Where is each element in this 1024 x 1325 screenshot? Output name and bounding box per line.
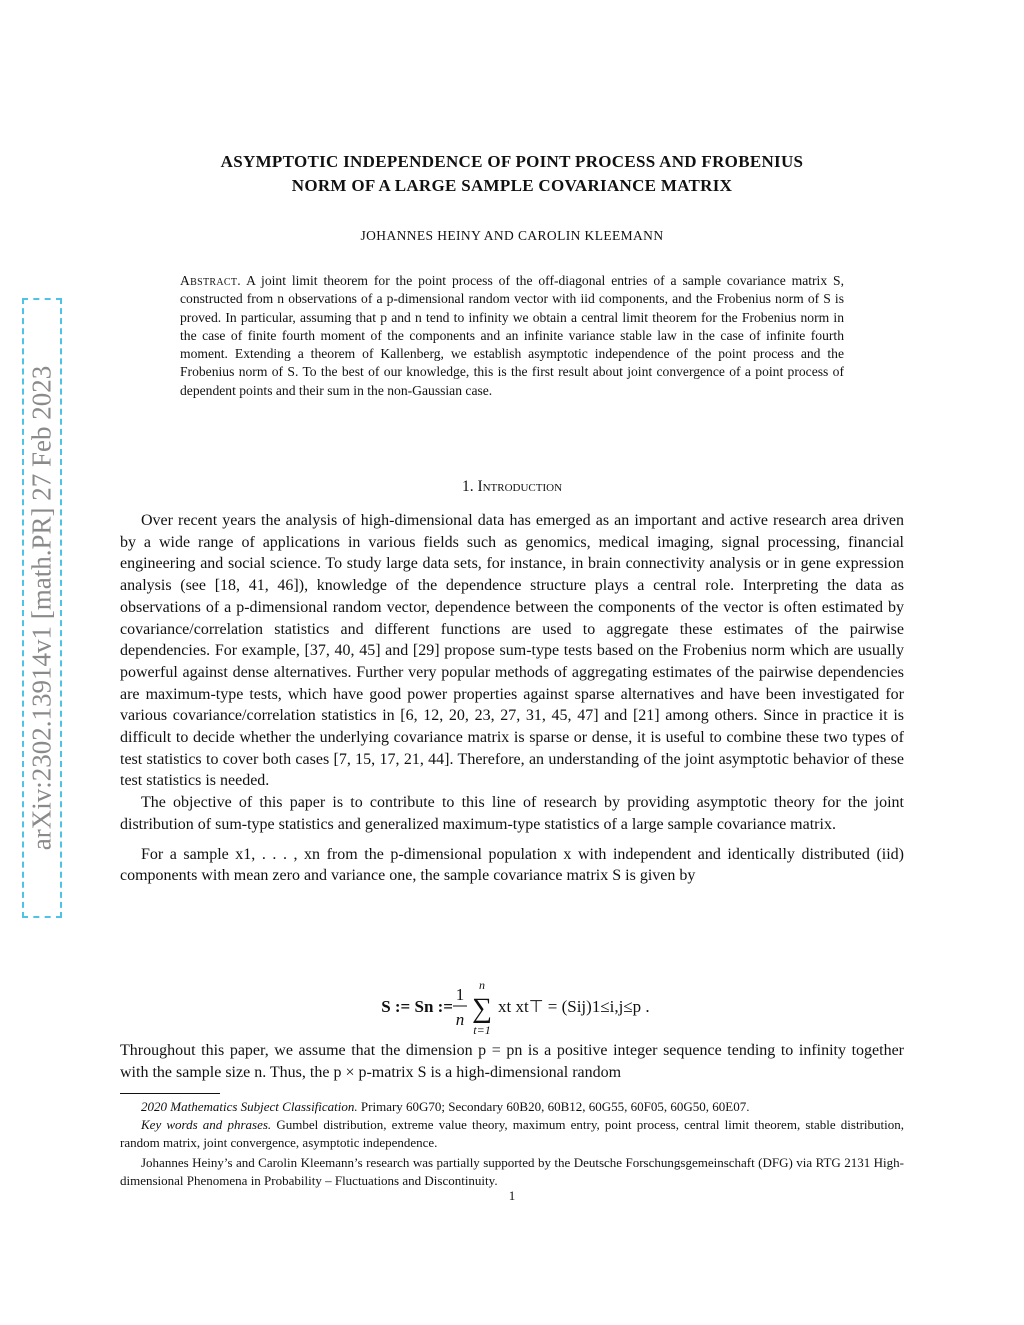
- page-number: 1: [508, 1188, 516, 1203]
- abstract: [180, 272, 844, 400]
- equation-body: xt xt⊤ = (Sij)1≤i,j≤p .: [498, 997, 650, 1016]
- footnote-msc: [120, 1098, 904, 1116]
- footnote-keywords: [120, 1116, 904, 1152]
- paragraph-3: For a sample x1, . . . , xn from the p-dimensional population x with independent and identically distributed (iid) components with mean zero and variance one, the sample covariance matrix S is given by: [120, 845, 904, 885]
- introduction-body: [120, 510, 904, 887]
- footnote-funding: Johannes Heiny’s and Carolin Kleemann’s research was partially supported by the Deutsche Forschungsgemeinschaft (DFG) via RTG 2131 High-dimensional Phenomena in Probability – Fluctuations and Discontinuity.: [120, 1155, 904, 1188]
- msc-text: Primary 60G70; Secondary 60B20, 60B12, 60G55, 60F05, 60G50, 60E07.: [360, 1099, 750, 1114]
- section-number: 1.: [461, 478, 474, 495]
- paragraph-4: Throughout this paper, we assume that the dimension p = pn is a positive integer sequence tending to infinity together with the sample size n. Thus, the p × p-matrix S is a high-dimensional random: [120, 1042, 904, 1081]
- continuation-text: [120, 1040, 904, 1083]
- arxiv-identifier-box: [22, 298, 62, 918]
- sample-covariance-equation: [120, 978, 904, 1038]
- keywords-label: Key words and phrases.: [141, 1117, 272, 1132]
- paper-title: [120, 150, 904, 198]
- sum-upper-limit: n: [479, 978, 485, 992]
- sum-lower-limit: t=1: [473, 1023, 491, 1037]
- abstract-label: Abstract.: [180, 273, 241, 288]
- arxiv-identifier: arXiv:2302.13914v1 [math.PR] 27 Feb 2023: [26, 365, 57, 851]
- footnotes: [120, 1098, 904, 1190]
- section-title: Introduction: [477, 478, 563, 495]
- keywords-text: Gumbel distribution, extreme value theory, maximum entry, point process, central limit theorem, stable distribution, random matrix, joint convergence, asymptotic independence.: [120, 1117, 905, 1150]
- paragraph-2: The objective of this paper is to contribute to this line of research by providing asymptotic theory for the joint distribution of sum-type statistics and generalized maximum-type statistics of a large sample covariance matrix.: [120, 794, 904, 833]
- equation-fraction-denominator: n: [455, 1010, 465, 1029]
- equation-fraction-numerator: 1: [455, 985, 465, 1004]
- abstract-text: A joint limit theorem for the point process of the off-diagonal entries of a sample covariance matrix S, constructed from n observations of a p-dimensional random vector with iid components, and the Frobenius norm of S is proved. In particular, assuming that p and n tend to infinity we obtain a central limit theorem for the Frobenius norm in the case of finite fourth moment of the components and an infinite variance stable law in the case of infinite fourth moment. Extending a theorem of Kallenberg, we establish asymptotic independence of the point process and the Frobenius norm of S. To the best of our knowledge, this is the first result about joint convergence of a point process of dependent points and their sum in the non-Gaussian case.: [180, 273, 844, 398]
- section-heading: [120, 478, 904, 496]
- summation-symbol: ∑: [472, 993, 492, 1024]
- author-list: JOHANNES HEINY AND CAROLIN KLEEMANN: [360, 228, 664, 243]
- title-line-1: ASYMPTOTIC INDEPENDENCE OF POINT PROCESS AND FROBENIUS: [220, 152, 804, 171]
- title-line-2: NORM OF A LARGE SAMPLE COVARIANCE MATRIX: [291, 176, 733, 195]
- paragraph-1: Over recent years the analysis of high-dimensional data has emerged as an important and active research area driven by a wide range of applications in various fields such as genomics, medical imaging, signal processing, financial engineering and social science. To study large data sets, for instance, in brain connectivity analysis or in gene expression analysis (see [18, 41, 46]), knowledge of the dependence structure plays a central role. Interpreting the data as observations of a p-dimensional random vector, dependence between the components of the vector is often estimated by covariance/correlation statistics and different functions are used to aggregate these estimates of the pairwise dependencies. For example, [37, 40, 45] and [29] propose sum-type tests based on the Frobenius norm which are usually powerful against dense alternatives. Further very popular methods of aggregating estimates of the pairwise dependencies are maximum-type tests, which have good power properties against sparse alternatives and have been investigated for various covariance/correlation statistics in [6, 12, 20, 23, 27, 31, 45, 47] and [21] among others. Since in practice it is difficult to decide whether the underlying covariance matrix is sparse or dense, it is useful to combine these two types of test statistics to cover both cases [7, 15, 17, 21, 44]. Therefore, an understanding of the joint asymptotic behavior of these test statistics is needed.: [120, 512, 904, 790]
- msc-label: 2020 Mathematics Subject Classification.: [141, 1099, 358, 1114]
- equation-lhs: S := Sn :=: [381, 997, 453, 1016]
- footnote-divider: [120, 1093, 220, 1094]
